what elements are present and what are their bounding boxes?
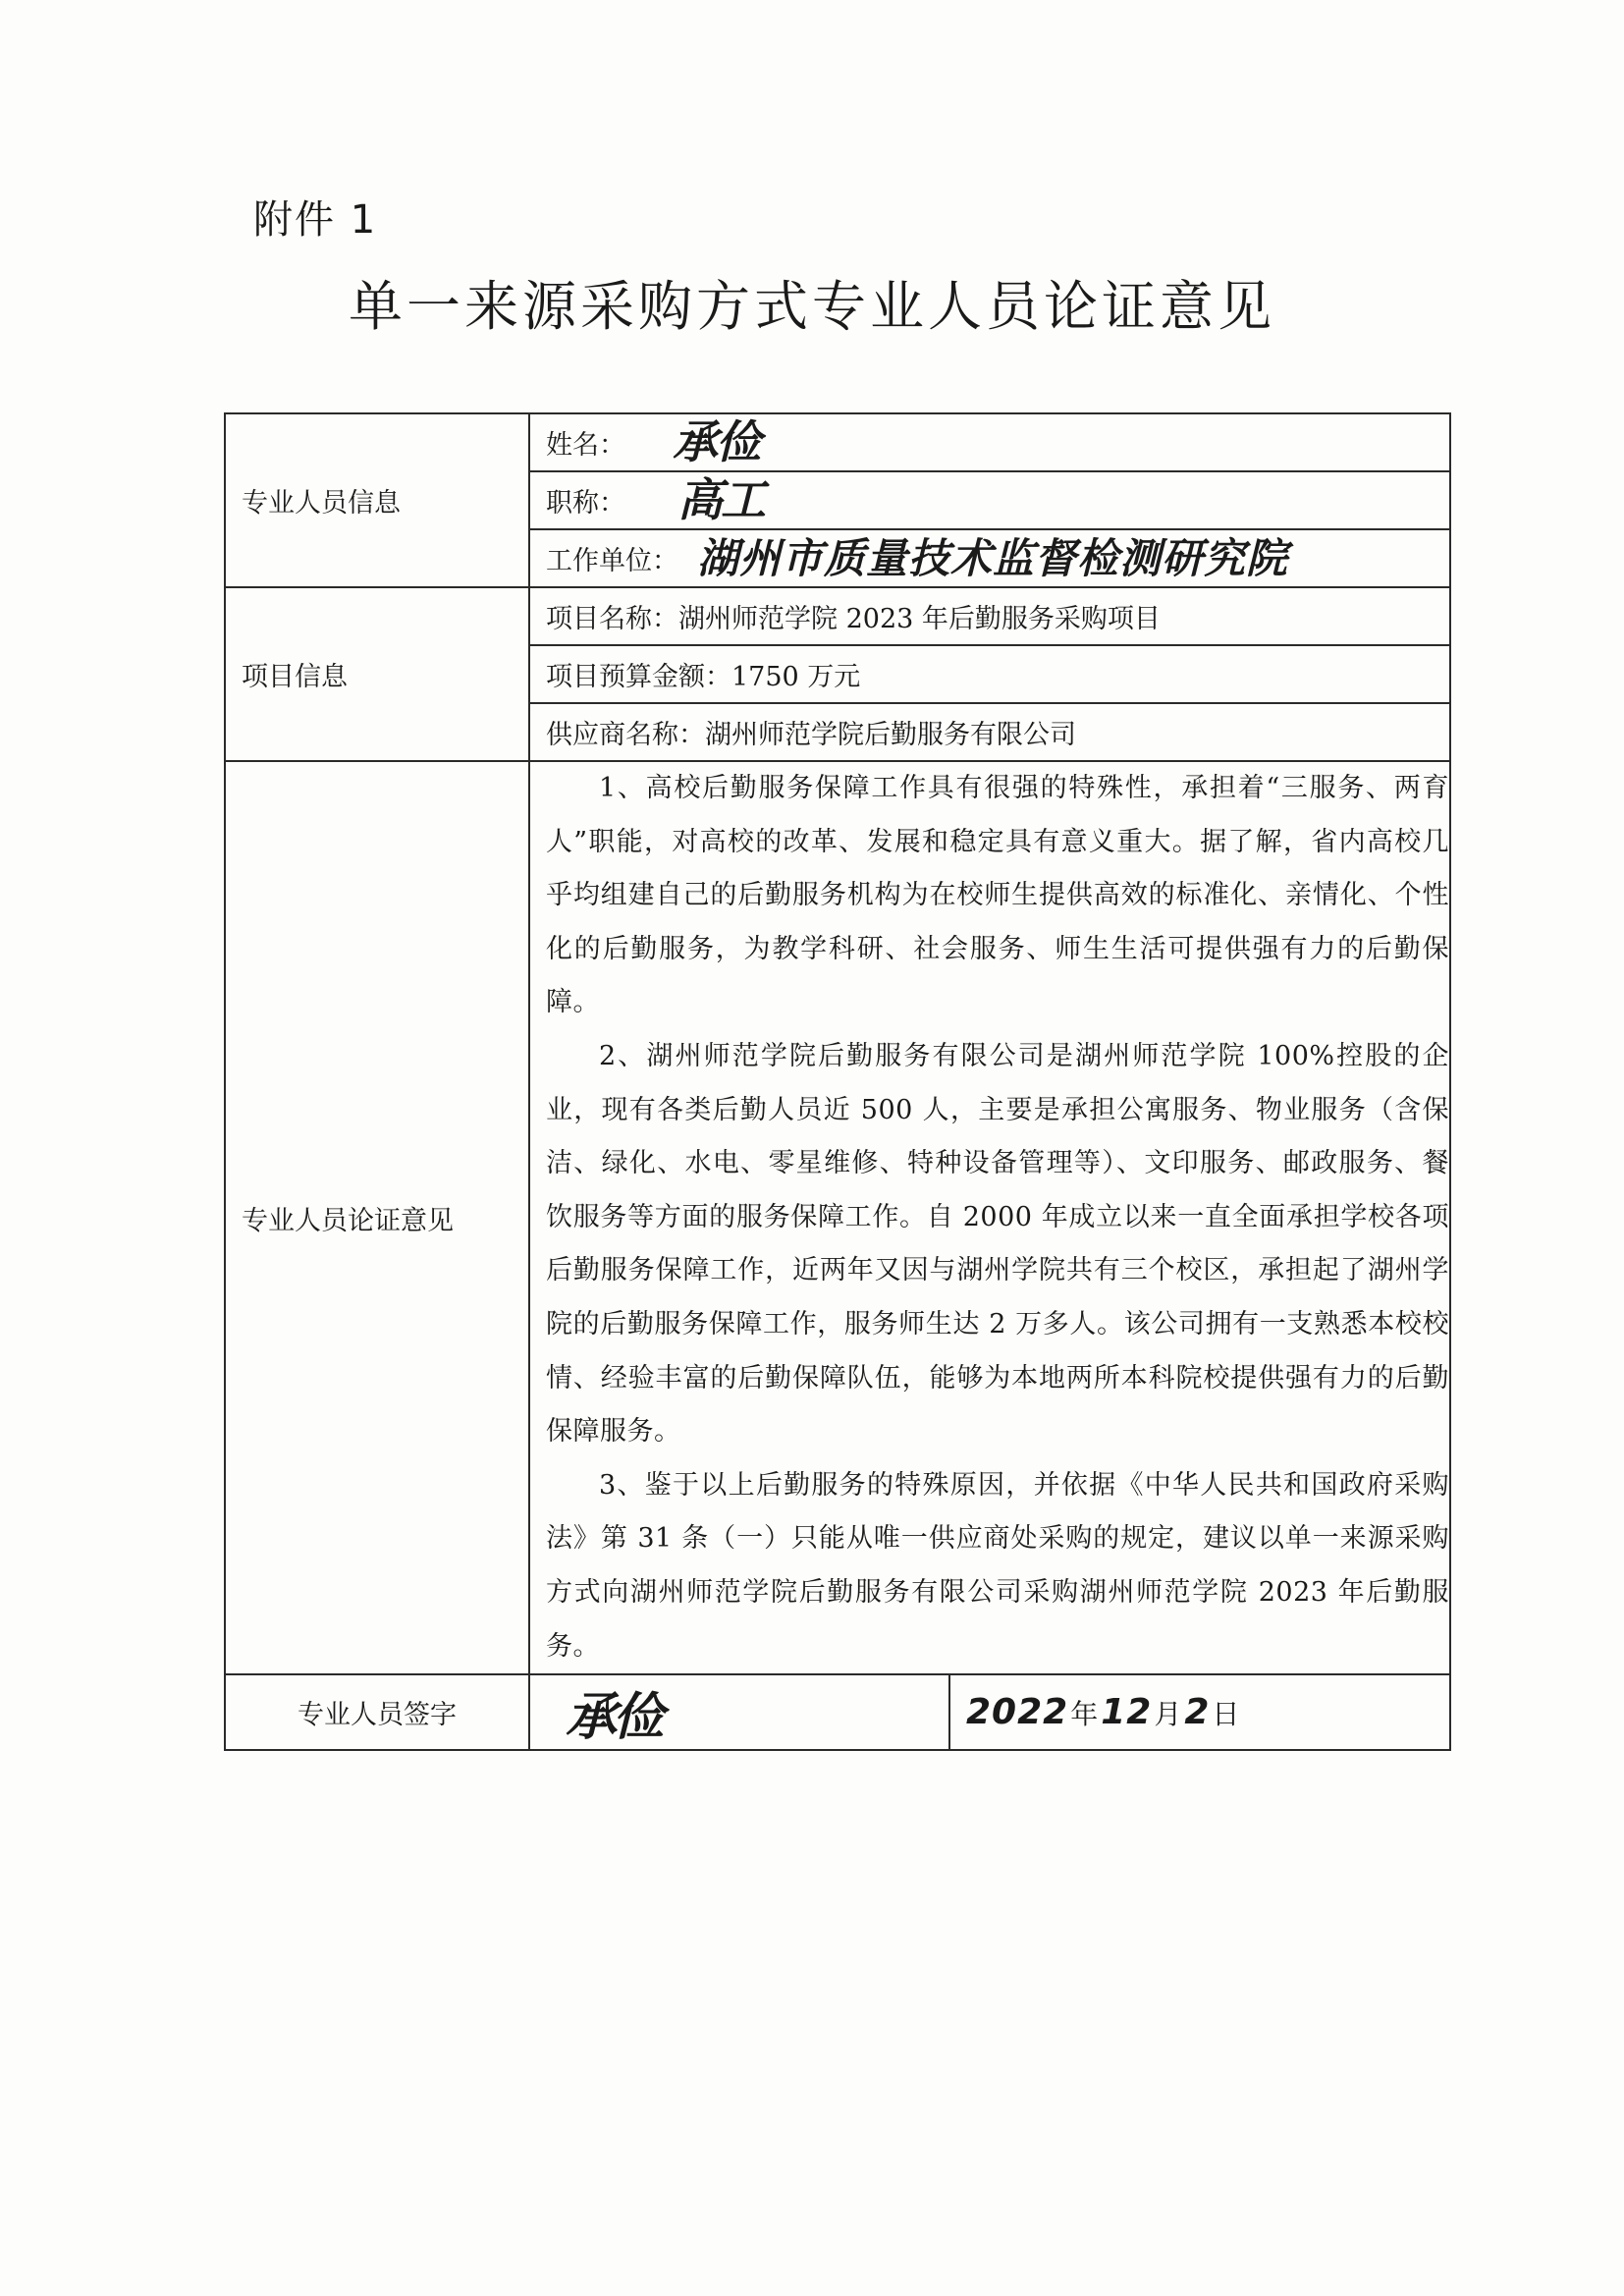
- opinion-form-table: [224, 412, 1451, 1751]
- signature-cell: [529, 1674, 949, 1750]
- opinion-paragraph-3: 3、鉴于以上后勤服务的特殊原因，并依据《中华人民共和国政府采购法》第 31 条（一）只能从唯一供应商处采购的规定，建议以单一来源采购方式向湖州师范学院后勤服务有限公司采购湖州师范学院 2023 年后勤服务。: [546, 1469, 1449, 1662]
- supplier-name: 供应商名称：湖州师范学院后勤服务有限公司: [529, 703, 1450, 761]
- opinion-paragraph-1: 1、高校后勤服务保障工作具有很强的特殊性，承担着“三服务、两育人”职能，对高校的改革、发展和稳定具有意义重大。据了解，省内高校几乎均组建自己的后勤服务机构为在校师生提供高效的标准化、亲情化、个性化的后勤服务，为教学科研、社会服务、师生生活可提供强有力的后勤保障。: [546, 773, 1449, 1018]
- date-cell: [949, 1674, 1450, 1750]
- signature-handwritten: 承俭: [566, 1688, 661, 1748]
- work-unit-row: [529, 529, 1450, 587]
- job-title-row: [529, 471, 1450, 529]
- job-title-handwritten: 高工: [677, 473, 764, 526]
- project-name: 项目名称：湖州师范学院 2023 年后勤服务采购项目: [529, 587, 1450, 645]
- project-budget: 项目预算金额：1750 万元: [529, 645, 1450, 703]
- project-info-label: 项目信息: [225, 587, 529, 761]
- date-month-char: 月: [1154, 1698, 1183, 1731]
- name-label: 姓名：: [546, 430, 625, 461]
- opinion-body: [529, 761, 1450, 1674]
- opinion-label: 专业人员论证意见: [225, 761, 529, 1674]
- name-row: [529, 413, 1450, 471]
- attachment-label: 附件 1: [253, 197, 378, 243]
- work-unit-label: 工作单位：: [546, 546, 678, 576]
- name-handwritten: 承俭: [673, 415, 759, 468]
- expert-info-label: 专业人员信息: [225, 413, 529, 587]
- date-month: 12: [1101, 1692, 1153, 1733]
- date-year: 2022: [966, 1692, 1069, 1733]
- document-title: 单一来源采购方式专业人员论证意见: [348, 275, 1275, 338]
- opinion-paragraph-2: 2、湖州师范学院后勤服务有限公司是湖州师范学院 100%控股的企业，现有各类后勤人员近 500 人，主要是承担公寓服务、物业服务（含保洁、绿化、水电、零星维修、特种设备管理等）、文印服务、邮政服务、餐饮服务等方面的服务保障工作。自 2000 年成立以来一直全面承担学校各项后勤服务保障工作，近两年又因与湖州学院共有三个校区，承担起了湖州学院的后勤服务保障工作，服务师生达 2 万多人。该公司拥有一支熟悉本校校情、经验丰富的后勤保障队伍，能够为本地两所本科院校提供强有力的后勤保障服务。: [546, 1040, 1449, 1448]
- job-title-label: 职称：: [546, 488, 625, 519]
- signature-label: 专业人员签字: [225, 1674, 529, 1750]
- date-day: 2: [1184, 1692, 1211, 1733]
- date-day-char: 日: [1212, 1698, 1241, 1731]
- date-year-char: 年: [1070, 1698, 1100, 1731]
- work-unit-handwritten: 湖州市质量技术监督检测研究院: [697, 534, 1289, 582]
